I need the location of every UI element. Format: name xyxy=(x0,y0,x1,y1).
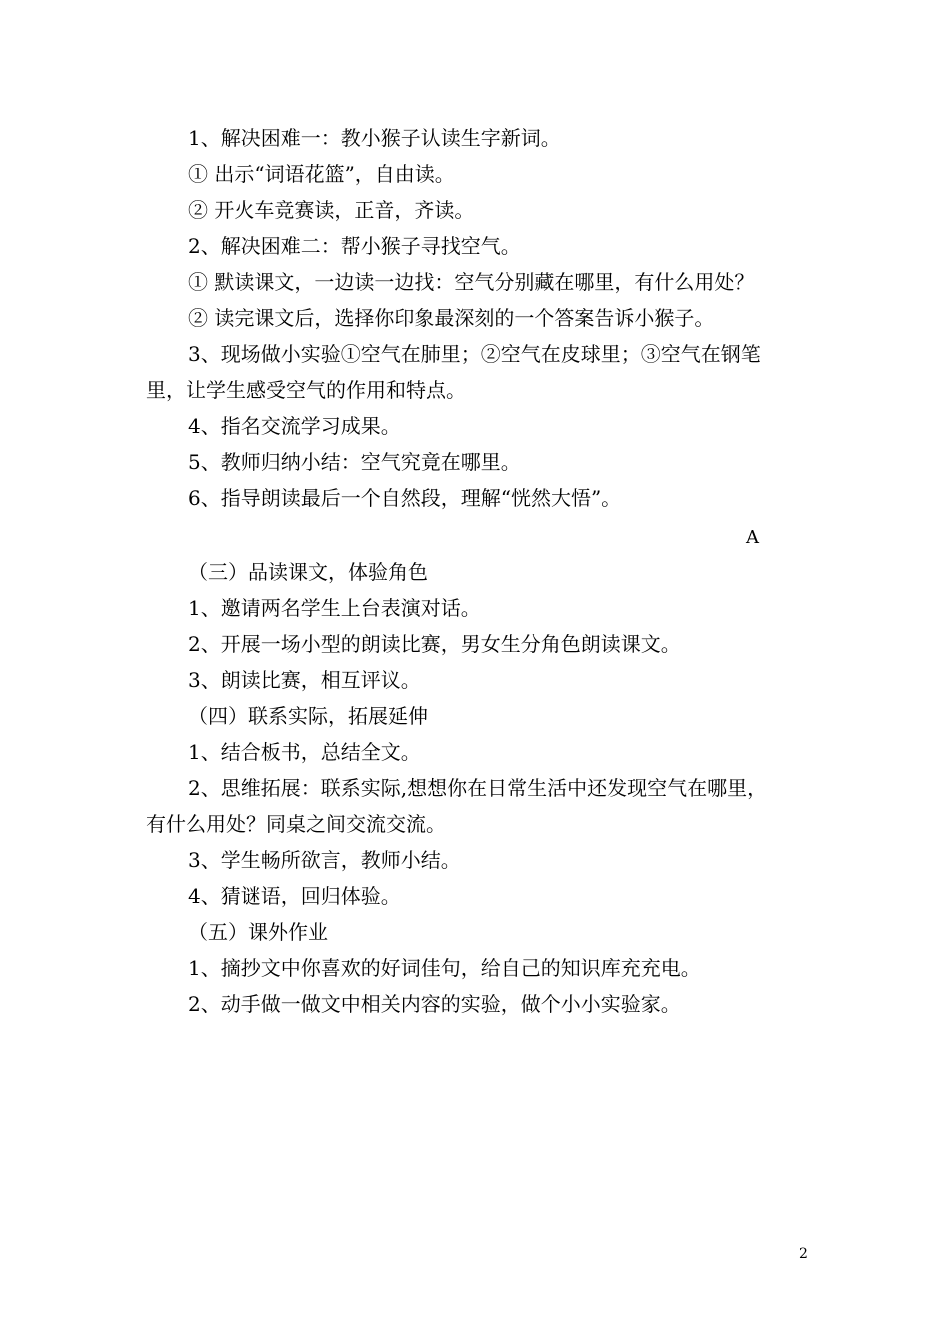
section-heading: （三）品读课文，体验角色 xyxy=(188,560,428,584)
text-line: ① 默读课文，一边读一边找：空气分别藏在哪里，有什么用处？ xyxy=(188,270,755,294)
text-line: 有什么用处？同桌之间交流交流。 xyxy=(146,812,446,836)
stray-mark: A xyxy=(746,527,759,548)
text-line: 1、摘抄文中你喜欢的好词佳句，给自己的知识库充充电。 xyxy=(188,956,701,980)
text-line: 2、思维拓展：联系实际,想想你在日常生活中还发现空气在哪里， xyxy=(188,776,768,800)
text-line: 1、解决困难一：教小猴子认读生字新词。 xyxy=(188,126,561,150)
text-line: ② 开火车竞赛读，正音，齐读。 xyxy=(188,198,475,222)
text-line: 2、解决困难二：帮小猴子寻找空气。 xyxy=(188,234,521,258)
text-line: 1、结合板书，总结全文。 xyxy=(188,740,421,764)
page-number: 2 xyxy=(799,1246,808,1262)
text-line: 3、学生畅所欲言，教师小结。 xyxy=(188,848,461,872)
text-line: 1、邀请两名学生上台表演对话。 xyxy=(188,596,481,620)
text-line: 4、猜谜语，回归体验。 xyxy=(188,884,401,908)
text-line: 3、朗读比赛，相互评议。 xyxy=(188,668,421,692)
text-line: 5、教师归纳小结：空气究竟在哪里。 xyxy=(188,450,521,474)
text-line: 2、开展一场小型的朗读比赛，男女生分角色朗读课文。 xyxy=(188,632,681,656)
text-line: ② 读完课文后，选择你印象最深刻的一个答案告诉小猴子。 xyxy=(188,306,715,330)
text-line: ① 出示“词语花篮”，自由读。 xyxy=(188,162,455,186)
text-line: 里，让学生感受空气的作用和特点。 xyxy=(146,378,466,402)
text-line: 4、指名交流学习成果。 xyxy=(188,414,401,438)
text-line: 3、现场做小实验①空气在肺里；②空气在皮球里；③空气在钢笔 xyxy=(188,342,761,366)
text-line: 2、动手做一做文中相关内容的实验，做个小小实验家。 xyxy=(188,992,681,1016)
text-line: 6、指导朗读最后一个自然段，理解“恍然大悟”。 xyxy=(188,486,622,510)
section-heading: （四）联系实际，拓展延伸 xyxy=(188,704,428,728)
section-heading: （五）课外作业 xyxy=(188,920,328,944)
